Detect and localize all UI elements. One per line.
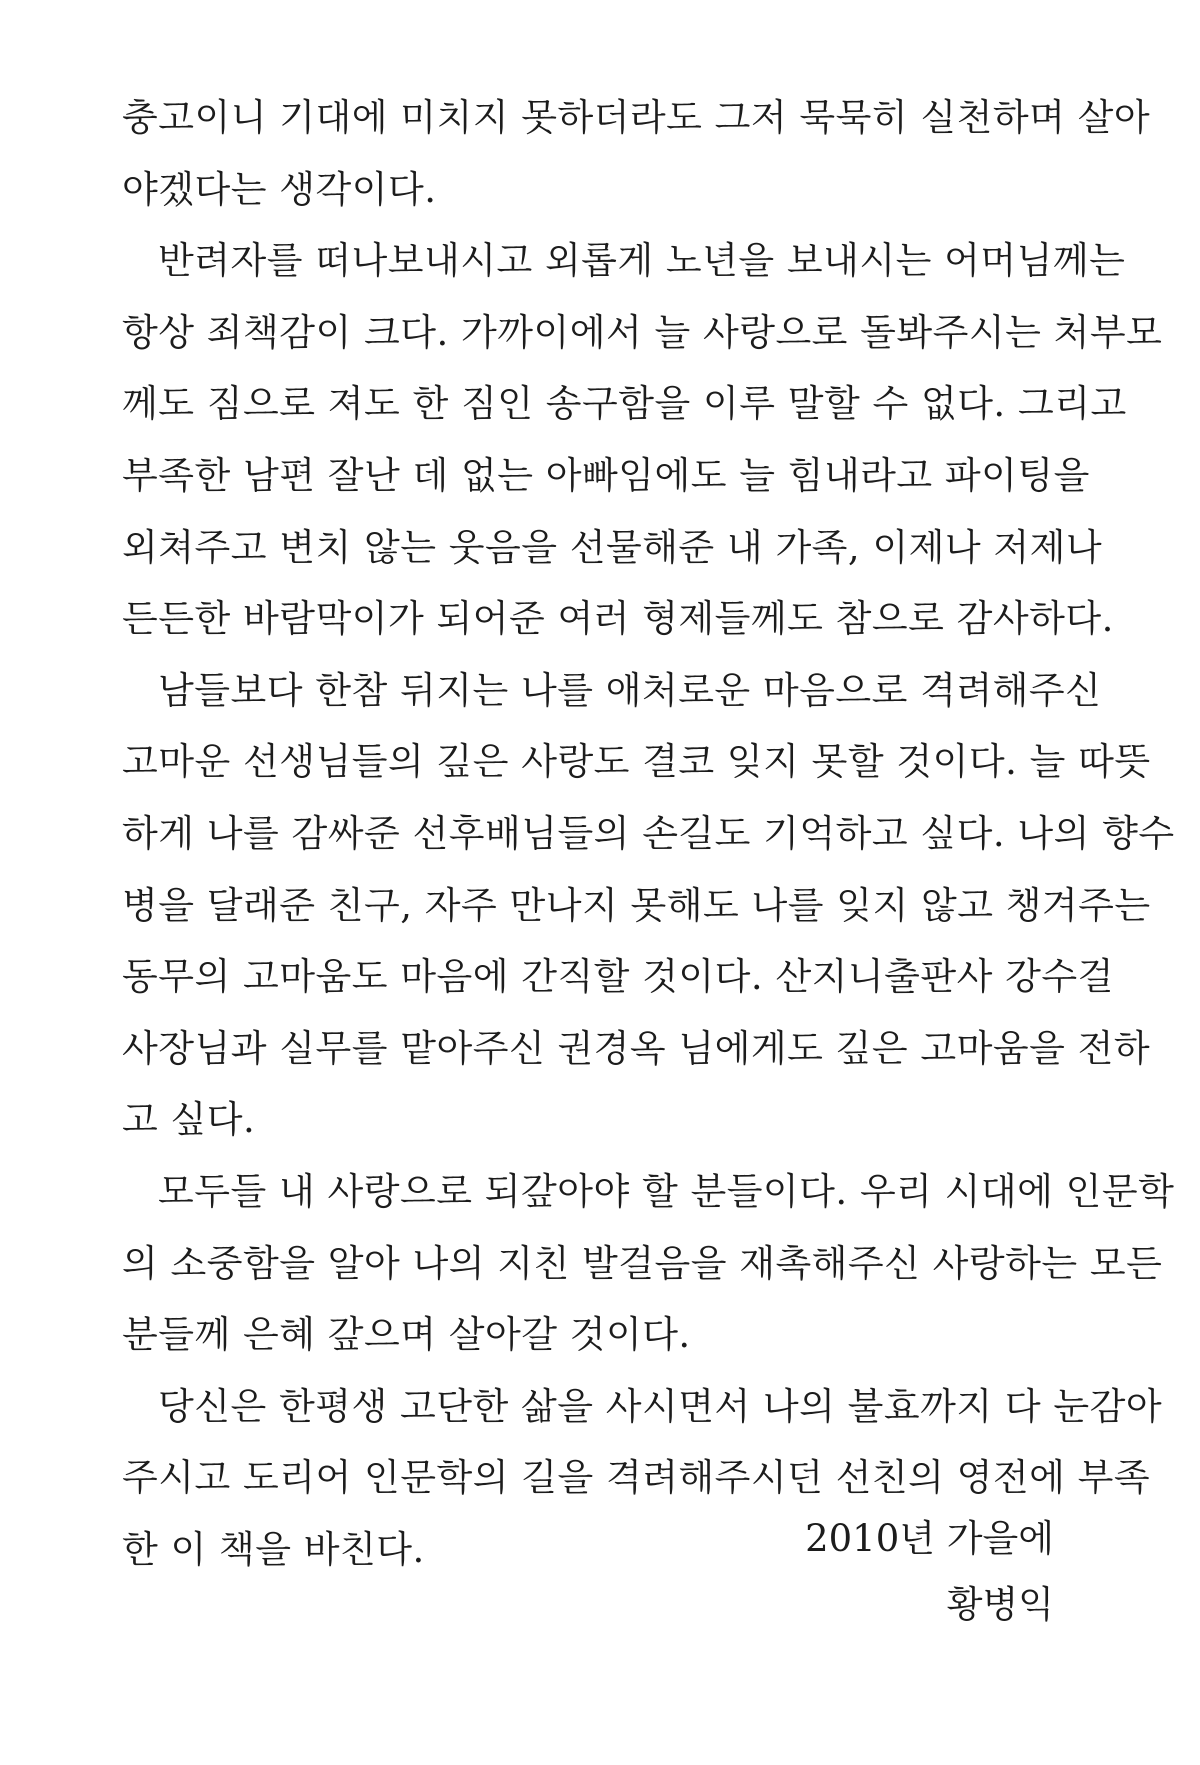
signature-date: 2010년 가을에 bbox=[805, 1517, 1054, 1560]
paragraph-start-line: 남들보다 한참 뒤지는 나를 애처로운 마음으로 격려해주신 bbox=[158, 668, 1102, 712]
paragraph-start-line: 당신은 한평생 고단한 삶을 사시면서 나의 불효까지 다 눈감아 bbox=[158, 1384, 1163, 1428]
text-line: 한 이 책을 바친다. bbox=[122, 1527, 425, 1571]
text-line: 분들께 은혜 갚으며 살아갈 것이다. bbox=[122, 1313, 691, 1357]
text-line: 의 소중함을 알아 나의 지친 발걸음을 재촉해주신 사랑하는 모든 bbox=[122, 1241, 1163, 1285]
body-text bbox=[122, 82, 1175, 1585]
text-line: 사장님과 실무를 맡아주신 권경옥 님에게도 깊은 고마움을 전하 bbox=[122, 1026, 1151, 1070]
text-line: 고 싶다. bbox=[122, 1098, 256, 1142]
paragraph-start-line: 모두들 내 사랑으로 되갚아야 할 분들이다. 우리 시대에 인문학 bbox=[158, 1169, 1175, 1213]
text-line: 동무의 고마움도 마음에 간직할 것이다. 산지니출판사 강수걸 bbox=[122, 955, 1114, 999]
signature-author: 황병익 bbox=[946, 1583, 1054, 1626]
text-line: 하게 나를 감싸준 선후배님들의 손길도 기억하고 싶다. 나의 향수 bbox=[122, 811, 1175, 855]
text-line: 부족한 남편 잘난 데 없는 아빠임에도 늘 힘내라고 파이팅을 bbox=[122, 453, 1090, 497]
text-line: 야겠다는 생각이다. bbox=[122, 167, 437, 211]
text-line: 고마운 선생님들의 깊은 사랑도 결코 잊지 못할 것이다. 늘 따뜻 bbox=[122, 740, 1151, 784]
text-line: 께도 짐으로 져도 한 짐인 송구함을 이루 말할 수 없다. 그리고 bbox=[122, 382, 1127, 426]
text-line: 충고이니 기대에 미치지 못하더라도 그저 묵묵히 실천하며 살아 bbox=[122, 96, 1151, 139]
text-line: 병을 달래준 친구, 자주 만나지 못해도 나를 잊지 않고 챙겨주는 bbox=[122, 883, 1151, 927]
text-line: 외쳐주고 변치 않는 웃음을 선물해준 내 가족, 이제나 저제나 bbox=[122, 525, 1103, 569]
paragraph-start-line: 반려자를 떠나보내시고 외롭게 노년을 보내시는 어머님께는 bbox=[158, 239, 1126, 283]
text-line: 항상 죄책감이 크다. 가까이에서 늘 사랑으로 돌봐주시는 처부모 bbox=[122, 310, 1163, 354]
text-line: 든든한 바람막이가 되어준 여러 형제들께도 참으로 감사하다. bbox=[122, 597, 1114, 641]
text-line: 주시고 도리어 인문학의 길을 격려해주시던 선친의 영전에 부족 bbox=[122, 1456, 1151, 1500]
